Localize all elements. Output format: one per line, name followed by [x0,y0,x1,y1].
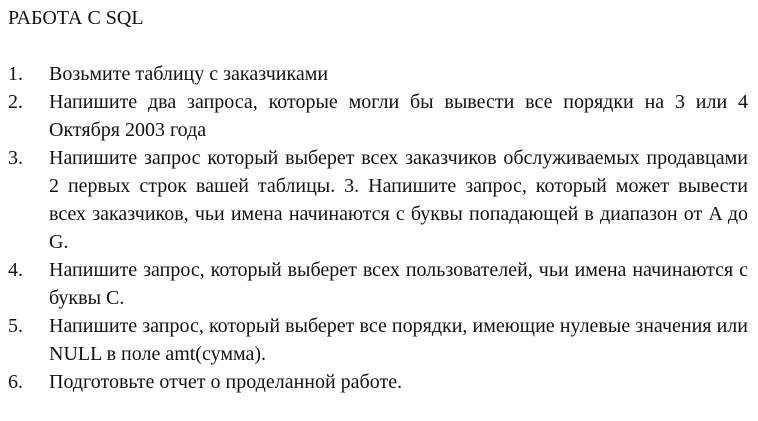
list-item-text: Подготовьте отчет о проделанной работе. [49,371,403,393]
task-list [8,60,748,396]
list-item [8,368,748,396]
list-item [8,312,748,368]
list-item [8,144,748,256]
list-item-number: 6. [8,371,23,393]
list-item-text: Напишите запрос который выберет всех заказчиков обслуживаемых продавцами 2 первых строк вашей таблицы. 3. Напишите запрос, который может вывести всех заказчиков, чьи имена начинаются с буквы попадающей в диапазон от A до G. [49,147,748,253]
document-page [8,4,748,396]
list-item-text: Напишите запрос, который выберет всех пользователей, чьи имена начинаются с буквы C. [49,259,748,309]
list-item-text: Возьмите таблицу с заказчиками [49,63,329,85]
list-item-number: 2. [8,91,23,113]
list-item [8,256,748,312]
list-item-text: Напишите два запроса, которые могли бы вывести все порядки на 3 или 4 Октября 2003 года [49,91,748,141]
list-item-text: Напишите запрос, который выберет все порядки, имеющие нулевые значения или NULL в поле amt(сумма). [49,315,748,365]
list-item [8,88,748,144]
list-item-number: 1. [8,63,23,85]
list-item-number: 4. [8,259,23,281]
list-item [8,60,748,88]
list-item-number: 5. [8,315,23,337]
document-title: РАБОТА С SQL [8,7,144,29]
spacer [8,32,748,60]
list-item-number: 3. [8,147,23,169]
